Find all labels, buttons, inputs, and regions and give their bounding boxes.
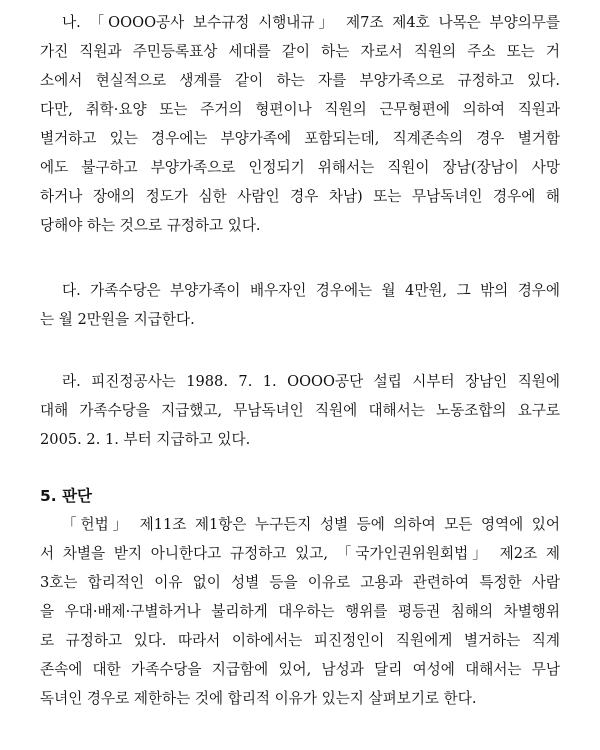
paragraph-line: 다. 가족수당은 부양가족이 배우자인 경우에는 월 4만원, 그 밖의 경우에 — [62, 282, 560, 299]
paragraph-line: 을 우대·배제·구별하거나 불리하게 대우하는 행위를 평등권 침해의 차별행위 — [40, 603, 560, 620]
paragraph-line: 에도 불구하고 부양가족으로 인정되기 위해서는 직원이 장남(장남이 사망 — [40, 159, 560, 176]
paragraph-line: 서 차별을 받지 아니한다고 규정하고 있고, 「국가인권위원회법」 제2조 제 — [40, 545, 560, 562]
section-heading: 5. 판단 — [40, 487, 93, 505]
paragraph-line: 라. 피진정공사는 1988. 7. 1. OOOO공단 설립 시부터 장남인 직원에 — [62, 373, 560, 390]
paragraph-line: 다만, 취학·요양 또는 주거의 형편이나 직원의 근무형편에 의하여 직원과 — [40, 101, 560, 118]
paragraph-line: 대해 가족수당을 지급했고, 무남독녀인 직원에 대해서는 노동조합의 요구로 — [40, 402, 560, 419]
paragraph-line: 별거하고 있는 경우에는 부양가족에 포함되는데, 직계존속의 경우 별거함 — [40, 130, 560, 147]
paragraph-line: 2005. 2. 1. 부터 지급하고 있다. — [40, 431, 251, 448]
paragraph-line: 나. 「OOOO공사 보수규정 시행내규」 제7조 제4호 나목은 부양의무를 — [62, 14, 560, 31]
paragraph-line: 가진 직원과 주민등록표상 세대를 같이 하는 자로서 직원의 주소 또는 거 — [40, 43, 560, 60]
paragraph-line: 독녀인 경우로 제한하는 것에 합리적 이유가 있는지 살펴보기로 한다. — [40, 690, 477, 707]
paragraph-line: 3호는 합리적인 이유 없이 성별 등을 이유로 고용과 관련하여 특정한 사람 — [40, 574, 560, 591]
paragraph-line: 당해야 하는 것으로 규정하고 있다. — [40, 217, 261, 234]
paragraph-line: 하거나 장애의 정도가 심한 사람인 경우 차남) 또는 무남독녀인 경우에 해 — [40, 188, 560, 205]
paragraph-line: 로 규정하고 있다. 따라서 이하에서는 피진정인이 직원에게 별거하는 직계 — [40, 632, 560, 649]
paragraph-line: 「헌법」 제11조 제1항은 누구든지 성별 등에 의하여 모든 영역에 있어 — [62, 516, 560, 533]
paragraph-line: 는 월 2만원을 지급한다. — [40, 311, 195, 328]
paragraph-line: 소에서 현실적으로 생계를 같이 하는 자를 부양가족으로 규정하고 있다. — [40, 72, 560, 89]
paragraph-line: 존속에 대한 가족수당을 지급함에 있어, 남성과 달리 여성에 대해서는 무남 — [40, 661, 560, 678]
